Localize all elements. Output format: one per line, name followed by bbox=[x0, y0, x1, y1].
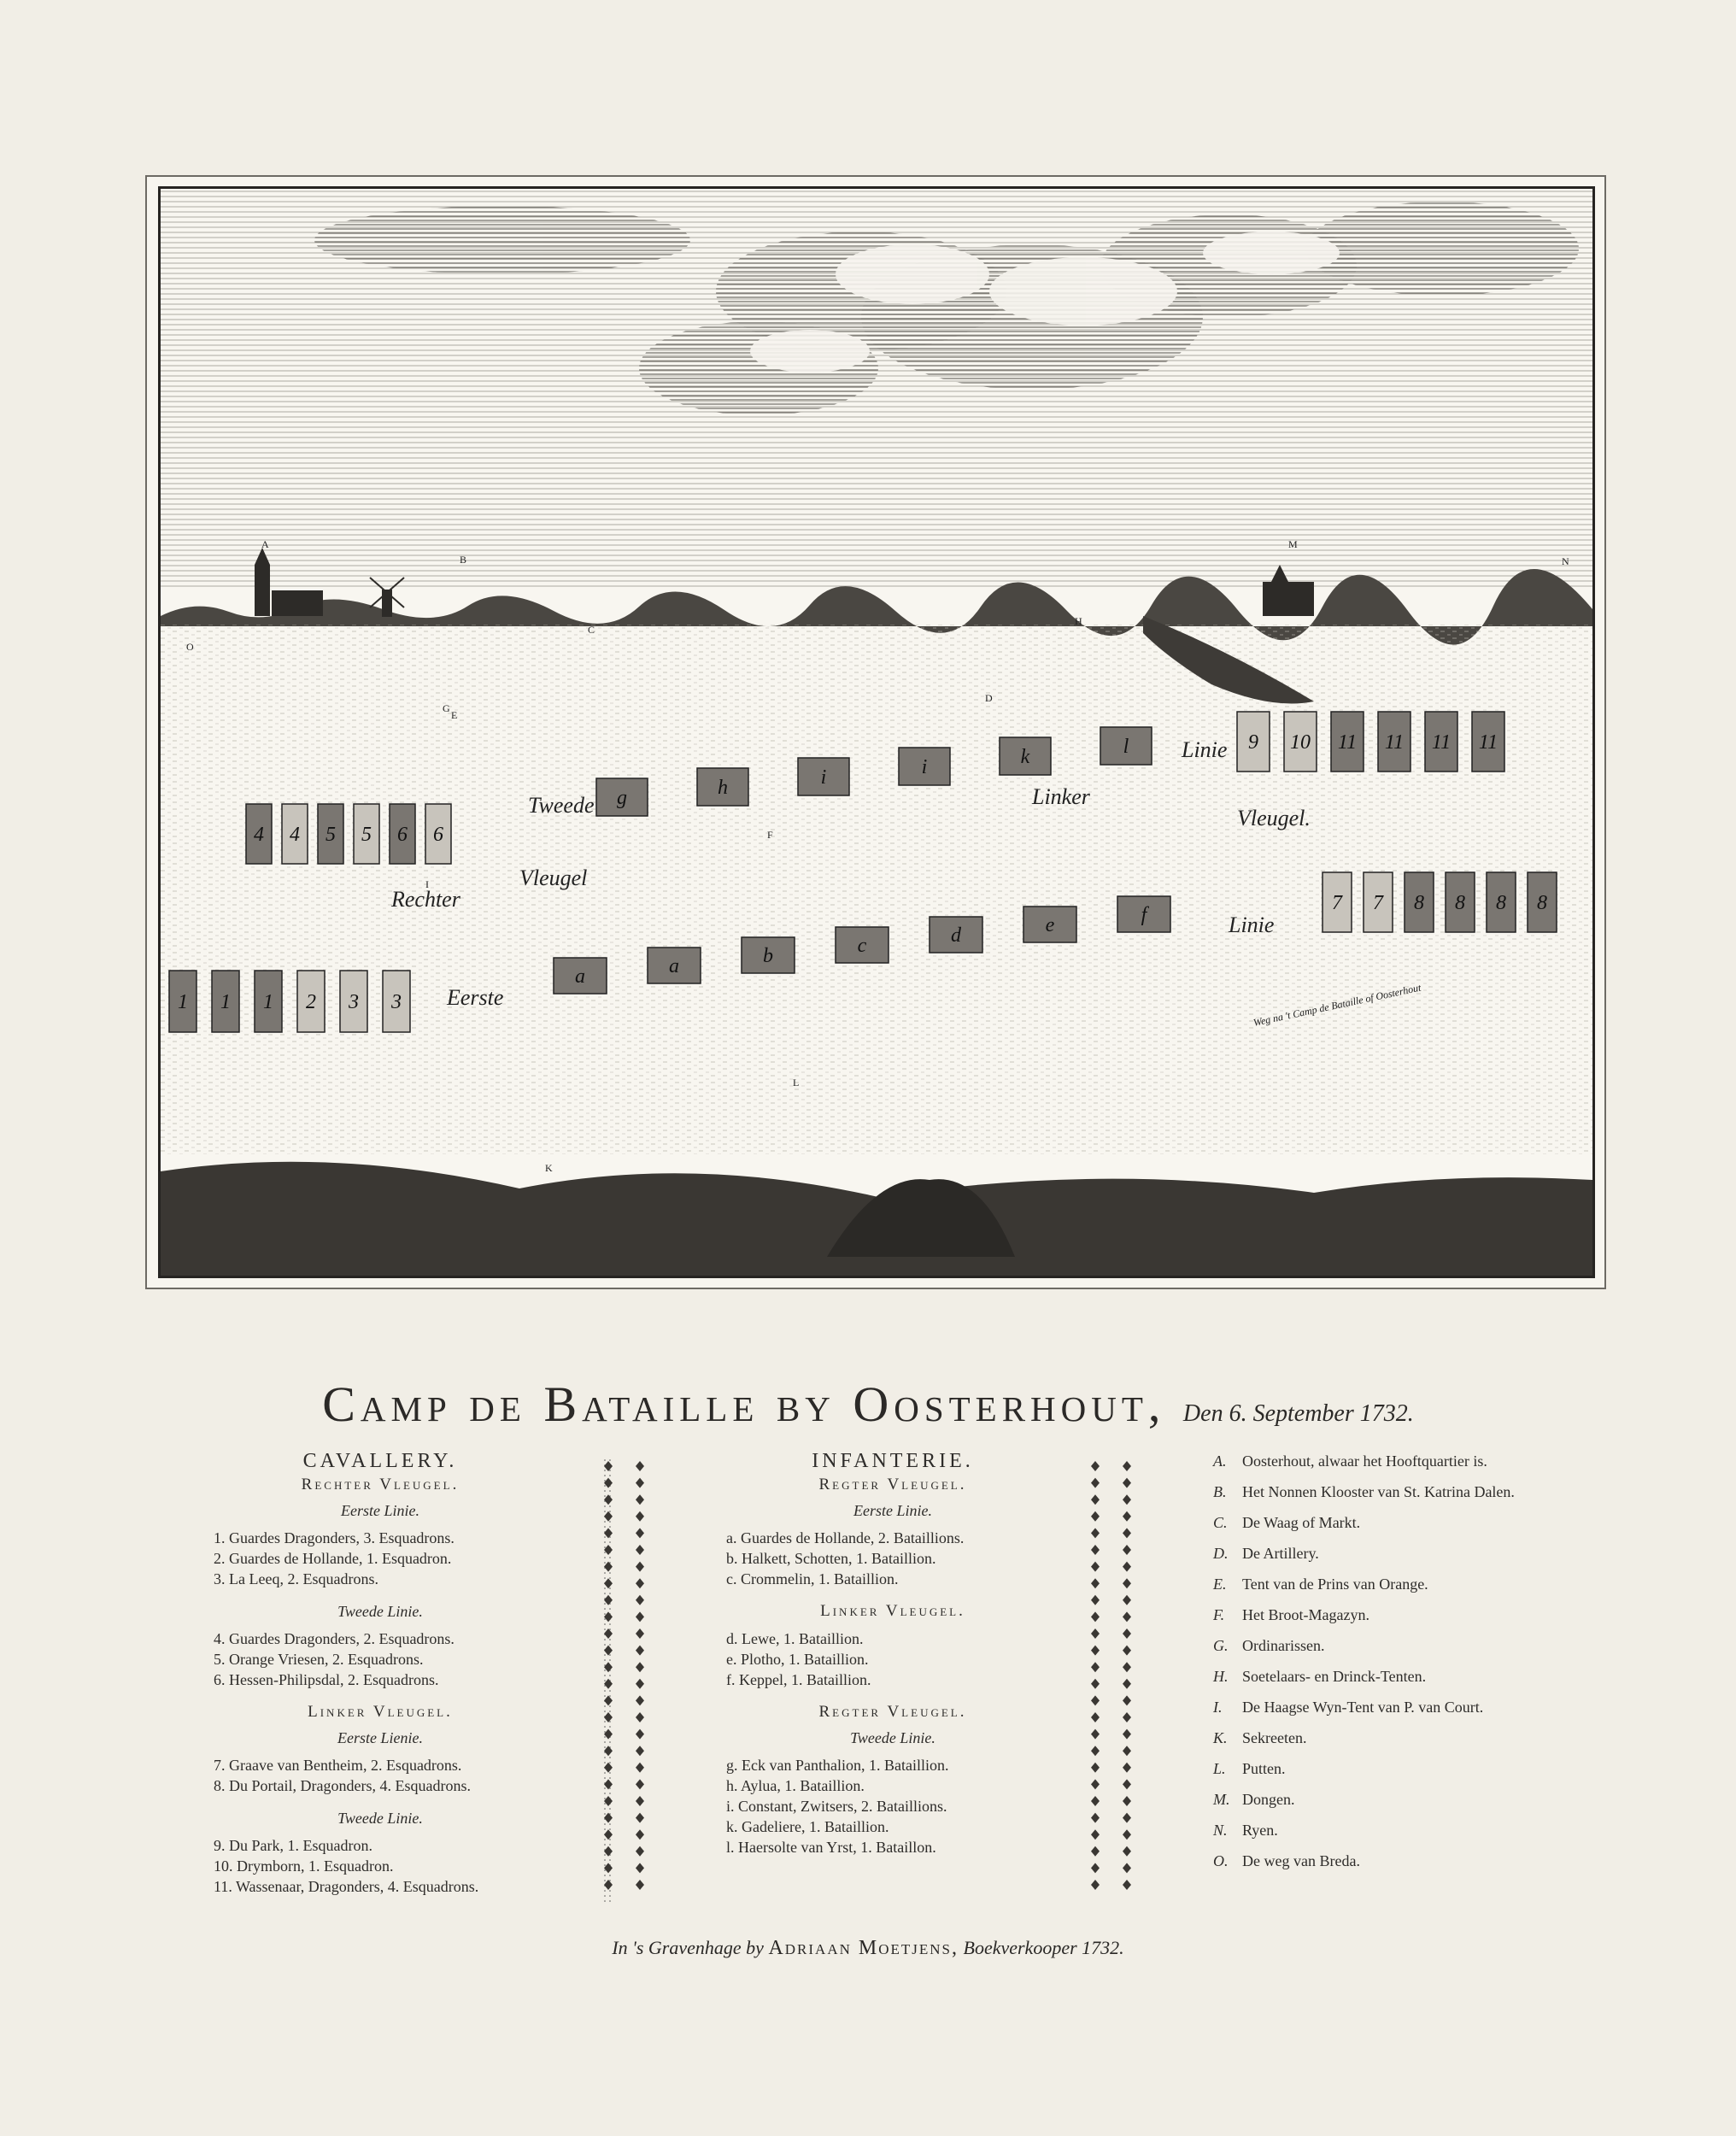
inf-items1 bbox=[726, 1528, 1059, 1589]
road-label: Weg na 't Camp de Bataille of Oosterhout bbox=[1252, 981, 1422, 1029]
ornament-mark bbox=[636, 1595, 644, 1605]
svg-text:l: l bbox=[1123, 736, 1129, 758]
list-item: 2. Guardes de Hollande, 1. Esquadron. bbox=[214, 1550, 452, 1567]
svg-text:8: 8 bbox=[1537, 892, 1547, 914]
ornament-column-4 bbox=[1121, 1458, 1133, 1902]
inf-wing3: Regter Vleugel. bbox=[818, 1703, 967, 1721]
ornament-mark bbox=[1091, 1679, 1100, 1689]
unit-block bbox=[297, 971, 325, 1032]
ornament-mark bbox=[636, 1863, 644, 1873]
legend-key: H. bbox=[1213, 1668, 1229, 1685]
ornament-mark bbox=[1091, 1478, 1100, 1488]
list-item: k. Gadeliere, 1. Bataillion. bbox=[726, 1818, 889, 1835]
legend-key: O. bbox=[1213, 1852, 1229, 1869]
inf-wing1: Regter Vleugel. bbox=[818, 1476, 967, 1493]
infanterie-heading: INFANTERIE. bbox=[812, 1450, 974, 1472]
legend-text: De Haagse Wyn-Tent van P. van Court. bbox=[1242, 1699, 1484, 1716]
list-item: i. Constant, Zwitsers, 2. Bataillions. bbox=[726, 1798, 947, 1815]
list-item: d. Lewe, 1. Bataillion. bbox=[726, 1630, 864, 1647]
ornament-mark bbox=[1091, 1763, 1100, 1773]
unit-block bbox=[318, 804, 343, 864]
unit-block bbox=[596, 778, 648, 816]
legend-text: Oosterhout, alwaar het Hooftquartier is. bbox=[1242, 1452, 1487, 1470]
unit-block bbox=[255, 971, 282, 1032]
unit-block bbox=[212, 971, 239, 1032]
ornament-mark bbox=[1091, 1494, 1100, 1505]
unit-block bbox=[1323, 872, 1352, 932]
svg-text:8: 8 bbox=[1496, 892, 1506, 914]
ornament-mark bbox=[636, 1763, 644, 1773]
unit-block bbox=[697, 768, 748, 806]
unit-block bbox=[930, 917, 982, 953]
legend-item-d bbox=[1213, 1543, 1657, 1564]
legend-text: De Artillery. bbox=[1242, 1545, 1319, 1562]
unit-block bbox=[1446, 872, 1475, 932]
ornament-mark bbox=[1123, 1545, 1131, 1555]
label-vleugel-right: Vleugel. bbox=[1237, 806, 1311, 830]
svg-text:4: 4 bbox=[290, 824, 300, 846]
label-linie-bottom: Linie bbox=[1229, 912, 1275, 937]
svg-text:8: 8 bbox=[1414, 892, 1424, 914]
legend-item-h bbox=[1213, 1666, 1657, 1687]
ornament-mark bbox=[1091, 1712, 1100, 1722]
ornament-mark bbox=[1123, 1494, 1131, 1505]
unit-block bbox=[648, 948, 701, 983]
list-item: b. Halkett, Schotten, 1. Bataillion. bbox=[726, 1550, 936, 1567]
ornament-mark bbox=[1091, 1528, 1100, 1538]
legend-item-g bbox=[1213, 1635, 1657, 1656]
svg-text:3: 3 bbox=[349, 991, 359, 1013]
inf-wing2: Linker Vleugel. bbox=[820, 1602, 965, 1620]
svg-text:e: e bbox=[1045, 914, 1055, 936]
svg-text:f: f bbox=[1141, 904, 1147, 926]
map-letter: A bbox=[261, 538, 269, 550]
list-item: 8. Du Portail, Dragonders, 4. Esquadrons. bbox=[214, 1777, 471, 1794]
unit-block bbox=[425, 804, 451, 864]
svg-text:3: 3 bbox=[391, 991, 402, 1013]
ornament-mark bbox=[1091, 1779, 1100, 1789]
engraving bbox=[158, 186, 1595, 1278]
svg-text:1: 1 bbox=[178, 991, 188, 1013]
list-item: 10. Drymborn, 1. Esquadron. bbox=[214, 1857, 394, 1875]
legend-item-c bbox=[1213, 1512, 1657, 1533]
legend-key: C. bbox=[1213, 1514, 1228, 1531]
ornament-column-2 bbox=[634, 1458, 646, 1902]
ornament-mark bbox=[1091, 1628, 1100, 1639]
ornament-mark bbox=[1123, 1763, 1131, 1773]
map-letter: L bbox=[793, 1077, 800, 1089]
cav-items4 bbox=[214, 1835, 547, 1897]
ornament-mark bbox=[636, 1679, 644, 1689]
ornament-mark bbox=[636, 1578, 644, 1588]
ornament-mark bbox=[1091, 1746, 1100, 1756]
unit-block bbox=[554, 958, 607, 994]
ornament-mark bbox=[1123, 1578, 1131, 1588]
ornament-mark bbox=[1091, 1880, 1100, 1890]
map-letter: K bbox=[545, 1162, 553, 1174]
unit-block bbox=[1100, 727, 1152, 765]
legend-item-f bbox=[1213, 1605, 1657, 1625]
map-letter: M bbox=[1288, 538, 1298, 550]
unit-block bbox=[390, 804, 415, 864]
ornament-mark bbox=[1091, 1662, 1100, 1672]
legend-key: M. bbox=[1213, 1791, 1230, 1808]
ornament-mark bbox=[636, 1511, 644, 1522]
ornament-mark bbox=[1123, 1611, 1131, 1622]
ornament-mark bbox=[1123, 1712, 1131, 1722]
ornament-mark bbox=[1123, 1813, 1131, 1823]
label-vleugel-left: Vleugel bbox=[519, 866, 588, 890]
legend-text: Het Nonnen Klooster van St. Katrina Dalen. bbox=[1242, 1483, 1515, 1500]
svg-text:11: 11 bbox=[1431, 731, 1452, 754]
legend-item-a bbox=[1213, 1451, 1657, 1471]
map-letter: I bbox=[425, 878, 429, 890]
svg-text:10: 10 bbox=[1290, 731, 1311, 754]
imprint-pre: In 's Gravenhage by bbox=[612, 1937, 764, 1958]
list-item: 4. Guardes Dragonders, 2. Esquadrons. bbox=[214, 1630, 455, 1647]
cav-line4: Tweede Linie. bbox=[337, 1810, 423, 1827]
legend-key: K. bbox=[1213, 1729, 1228, 1746]
unit-block bbox=[1023, 907, 1076, 942]
inf-items3 bbox=[726, 1755, 1059, 1857]
ornament-mark bbox=[1123, 1746, 1131, 1756]
ornament-mark bbox=[636, 1528, 644, 1538]
ornament-mark bbox=[1123, 1729, 1131, 1740]
ornament-mark bbox=[636, 1779, 644, 1789]
unit-block bbox=[1284, 712, 1317, 772]
unit-block bbox=[742, 937, 795, 973]
ornament-mark bbox=[636, 1880, 644, 1890]
map-letter: C bbox=[588, 624, 595, 636]
legend-item-i bbox=[1213, 1697, 1657, 1717]
svg-text:b: b bbox=[763, 945, 773, 967]
ornament-mark bbox=[636, 1746, 644, 1756]
svg-text:7: 7 bbox=[1373, 892, 1383, 914]
ornament-mark bbox=[1123, 1595, 1131, 1605]
ornament-mark bbox=[636, 1646, 644, 1656]
imprint-name: Adriaan Moetjens, bbox=[768, 1937, 959, 1959]
page-title bbox=[0, 1376, 1736, 1433]
legend-item-k bbox=[1213, 1728, 1657, 1748]
unit-block bbox=[169, 971, 196, 1032]
ornament-mark bbox=[1123, 1796, 1131, 1806]
ornament-mark bbox=[1123, 1662, 1131, 1672]
unit-block bbox=[899, 748, 950, 785]
list-item: g. Eck van Panthalion, 1. Bataillion. bbox=[726, 1757, 949, 1774]
ornament-mark bbox=[1091, 1729, 1100, 1740]
legend-item-l bbox=[1213, 1758, 1657, 1779]
list-item: 7. Graave van Bentheim, 2. Esquadrons. bbox=[214, 1757, 462, 1774]
map-letter: N bbox=[1562, 555, 1569, 567]
ornament-column-1 bbox=[602, 1458, 614, 1902]
unit-block bbox=[354, 804, 379, 864]
list-item: e. Plotho, 1. Bataillion. bbox=[726, 1651, 869, 1668]
svg-text:7: 7 bbox=[1332, 892, 1342, 914]
legend-key: N. bbox=[1213, 1822, 1228, 1839]
ornament-mark bbox=[1123, 1779, 1131, 1789]
legend-item-e bbox=[1213, 1574, 1657, 1594]
legend-key: L. bbox=[1213, 1760, 1226, 1777]
ornament-mark bbox=[1091, 1611, 1100, 1622]
legend-text: Ryen. bbox=[1242, 1822, 1278, 1839]
unit-block bbox=[383, 971, 410, 1032]
unit-block bbox=[1000, 737, 1051, 775]
imprint-post: Boekverkooper 1732. bbox=[963, 1937, 1124, 1958]
ornament-mark bbox=[1123, 1528, 1131, 1538]
ornament-mark bbox=[1123, 1511, 1131, 1522]
legend-text: Dongen. bbox=[1242, 1791, 1295, 1808]
ornament-mark bbox=[636, 1829, 644, 1840]
unit-block bbox=[340, 971, 367, 1032]
cav-line3: Eerste Lienie. bbox=[337, 1729, 423, 1746]
list-item: c. Crommelin, 1. Bataillion. bbox=[726, 1570, 899, 1587]
cavallery-heading: CAVALLERY. bbox=[302, 1450, 458, 1472]
svg-text:11: 11 bbox=[1384, 731, 1405, 754]
list-item: h. Aylua, 1. Bataillion. bbox=[726, 1777, 865, 1794]
ornament-mark bbox=[636, 1729, 644, 1740]
svg-text:a: a bbox=[575, 965, 585, 988]
svg-text:c: c bbox=[857, 935, 867, 957]
ornament-mark bbox=[1091, 1863, 1100, 1873]
ornament-mark bbox=[1123, 1695, 1131, 1705]
legend-item-o bbox=[1213, 1851, 1657, 1871]
unit-block bbox=[1405, 872, 1434, 932]
engraving-svg bbox=[161, 189, 1592, 1276]
list-item: 9. Du Park, 1. Esquadron. bbox=[214, 1837, 372, 1854]
list-item: l. Haersolte van Yrst, 1. Bataillon. bbox=[726, 1839, 936, 1856]
svg-text:5: 5 bbox=[326, 824, 336, 846]
unit-block bbox=[1237, 712, 1270, 772]
legend-key: F. bbox=[1213, 1606, 1225, 1623]
svg-text:11: 11 bbox=[1337, 731, 1358, 754]
svg-text:9: 9 bbox=[1248, 731, 1258, 754]
svg-text:6: 6 bbox=[397, 824, 408, 846]
svg-text:1: 1 bbox=[263, 991, 273, 1013]
svg-text:a: a bbox=[669, 955, 679, 977]
ornament-mark bbox=[1091, 1646, 1100, 1656]
svg-text:1: 1 bbox=[220, 991, 231, 1013]
list-item: 5. Orange Vriesen, 2. Esquadrons. bbox=[214, 1651, 424, 1668]
svg-text:g: g bbox=[617, 787, 627, 809]
list-item: 3. La Leeq, 2. Esquadrons. bbox=[214, 1570, 378, 1587]
svg-text:11: 11 bbox=[1478, 731, 1498, 754]
map-letter: O bbox=[186, 641, 194, 653]
legend-key: A. bbox=[1213, 1452, 1227, 1470]
ornament-mark bbox=[1123, 1679, 1131, 1689]
cav-wing2: Linker Vleugel. bbox=[308, 1703, 453, 1721]
cav-wing1: Rechter Vleugel. bbox=[301, 1476, 460, 1493]
legend-text: Het Broot-Magazyn. bbox=[1242, 1606, 1369, 1623]
unit-block bbox=[246, 804, 272, 864]
legend-item-b bbox=[1213, 1482, 1657, 1502]
ornament-mark bbox=[636, 1545, 644, 1555]
ornament-mark bbox=[636, 1846, 644, 1857]
svg-text:5: 5 bbox=[361, 824, 372, 846]
unit-block bbox=[836, 927, 889, 963]
ornament-mark bbox=[636, 1796, 644, 1806]
legend-key: E. bbox=[1213, 1576, 1227, 1593]
label-linker: Linker bbox=[1032, 784, 1090, 809]
legend-text: De weg van Breda. bbox=[1242, 1852, 1360, 1869]
infanterie-column bbox=[726, 1451, 1059, 1869]
ornament-mark bbox=[1123, 1829, 1131, 1840]
ornament-mark bbox=[1091, 1695, 1100, 1705]
label-rechter: Rechter bbox=[391, 887, 460, 912]
ornament-mark bbox=[636, 1461, 644, 1471]
ornament-mark bbox=[636, 1611, 644, 1622]
ornament-mark bbox=[1091, 1846, 1100, 1857]
unit-block bbox=[798, 758, 849, 795]
ornament-mark bbox=[1091, 1796, 1100, 1806]
ornament-mark bbox=[636, 1813, 644, 1823]
map-letter: H bbox=[1075, 615, 1082, 627]
svg-text:d: d bbox=[951, 924, 961, 947]
ornament-mark bbox=[1123, 1478, 1131, 1488]
unit-block bbox=[1117, 896, 1170, 932]
map-letter: G bbox=[443, 702, 450, 714]
list-item: a. Guardes de Hollande, 2. Bataillions. bbox=[726, 1529, 965, 1546]
ornament-mark bbox=[1091, 1511, 1100, 1522]
ornament-mark bbox=[1123, 1461, 1131, 1471]
ornament-mark bbox=[1091, 1545, 1100, 1555]
title-date: Den 6. September 1732. bbox=[1182, 1400, 1414, 1427]
unit-block bbox=[1472, 712, 1504, 772]
imprint bbox=[0, 1937, 1736, 1960]
ornament-column-3 bbox=[1089, 1458, 1101, 1902]
svg-text:h: h bbox=[718, 777, 728, 799]
unit-block bbox=[1487, 872, 1516, 932]
ornament-mark bbox=[1123, 1880, 1131, 1890]
ornament-mark bbox=[636, 1562, 644, 1572]
cav-line1: Eerste Linie. bbox=[341, 1502, 419, 1519]
ornament-mark bbox=[1123, 1863, 1131, 1873]
ornament-mark bbox=[1123, 1846, 1131, 1857]
unit-block bbox=[1378, 712, 1410, 772]
title-main: Camp de Bataille by Oosterhout, bbox=[322, 1376, 1166, 1432]
svg-text:2: 2 bbox=[306, 991, 316, 1013]
ornament-mark bbox=[1091, 1461, 1100, 1471]
legend-text: Tent van de Prins van Orange. bbox=[1242, 1576, 1428, 1593]
cavallery-column bbox=[214, 1451, 547, 1909]
ornament-mark bbox=[636, 1628, 644, 1639]
ornament-mark bbox=[636, 1478, 644, 1488]
ornament-mark bbox=[1123, 1646, 1131, 1656]
ornament-mark bbox=[636, 1494, 644, 1505]
ornament-mark bbox=[636, 1712, 644, 1722]
map-letter: D bbox=[985, 692, 993, 704]
unit-block bbox=[1364, 872, 1393, 932]
list-item: 6. Hessen-Philipsdal, 2. Esquadrons. bbox=[214, 1671, 439, 1688]
label-linie-top: Linie bbox=[1182, 737, 1228, 762]
inf-items2 bbox=[726, 1628, 1059, 1690]
ornament-mark bbox=[1091, 1595, 1100, 1605]
legend-text: Putten. bbox=[1242, 1760, 1286, 1777]
cav-items2 bbox=[214, 1628, 547, 1690]
map-letter: B bbox=[460, 554, 467, 566]
map-letter: E bbox=[451, 709, 458, 721]
legend-text: Sekreeten. bbox=[1242, 1729, 1307, 1746]
unit-block bbox=[1425, 712, 1457, 772]
legend-key: D. bbox=[1213, 1545, 1229, 1562]
ornament-mark bbox=[1091, 1578, 1100, 1588]
list-item: f. Keppel, 1. Bataillion. bbox=[726, 1671, 871, 1688]
legend-item-n bbox=[1213, 1820, 1657, 1840]
ornament-mark bbox=[1091, 1829, 1100, 1840]
label-tweede: Tweede bbox=[528, 793, 595, 818]
unit-block bbox=[1528, 872, 1557, 932]
ornament-mark bbox=[636, 1662, 644, 1672]
unit-block bbox=[1331, 712, 1364, 772]
label-eerste: Eerste bbox=[447, 985, 504, 1010]
unit-block bbox=[282, 804, 308, 864]
cav-items1 bbox=[214, 1528, 547, 1589]
svg-text:i: i bbox=[820, 766, 827, 789]
svg-text:4: 4 bbox=[254, 824, 264, 846]
inf-line3: Tweede Linie. bbox=[850, 1729, 935, 1746]
ornament-mark bbox=[1091, 1562, 1100, 1572]
svg-text:k: k bbox=[1020, 746, 1030, 768]
legend-text: De Waag of Markt. bbox=[1242, 1514, 1361, 1531]
ornament-mark bbox=[1123, 1562, 1131, 1572]
legend-column bbox=[1213, 1451, 1657, 1881]
ornament-mark bbox=[1123, 1628, 1131, 1639]
legend-key: G. bbox=[1213, 1637, 1229, 1654]
inf-line1: Eerste Linie. bbox=[853, 1502, 932, 1519]
ornament-mark bbox=[636, 1695, 644, 1705]
legend-text: Soetelaars- en Drinck-Tenten. bbox=[1242, 1668, 1427, 1685]
cav-items3 bbox=[214, 1755, 547, 1796]
legend-key: I. bbox=[1213, 1699, 1223, 1716]
svg-text:i: i bbox=[921, 756, 928, 778]
map-letter: F bbox=[767, 829, 773, 841]
legend-item-m bbox=[1213, 1789, 1657, 1810]
list-item: 11. Wassenaar, Dragonders, 4. Esquadrons. bbox=[214, 1878, 479, 1895]
svg-text:8: 8 bbox=[1455, 892, 1465, 914]
list-item: 1. Guardes Dragonders, 3. Esquadrons. bbox=[214, 1529, 455, 1546]
ornament-mark bbox=[1091, 1813, 1100, 1823]
legend-key: B. bbox=[1213, 1483, 1227, 1500]
svg-text:6: 6 bbox=[433, 824, 443, 846]
legend-text: Ordinarissen. bbox=[1242, 1637, 1325, 1654]
cav-line2: Tweede Linie. bbox=[337, 1603, 423, 1620]
